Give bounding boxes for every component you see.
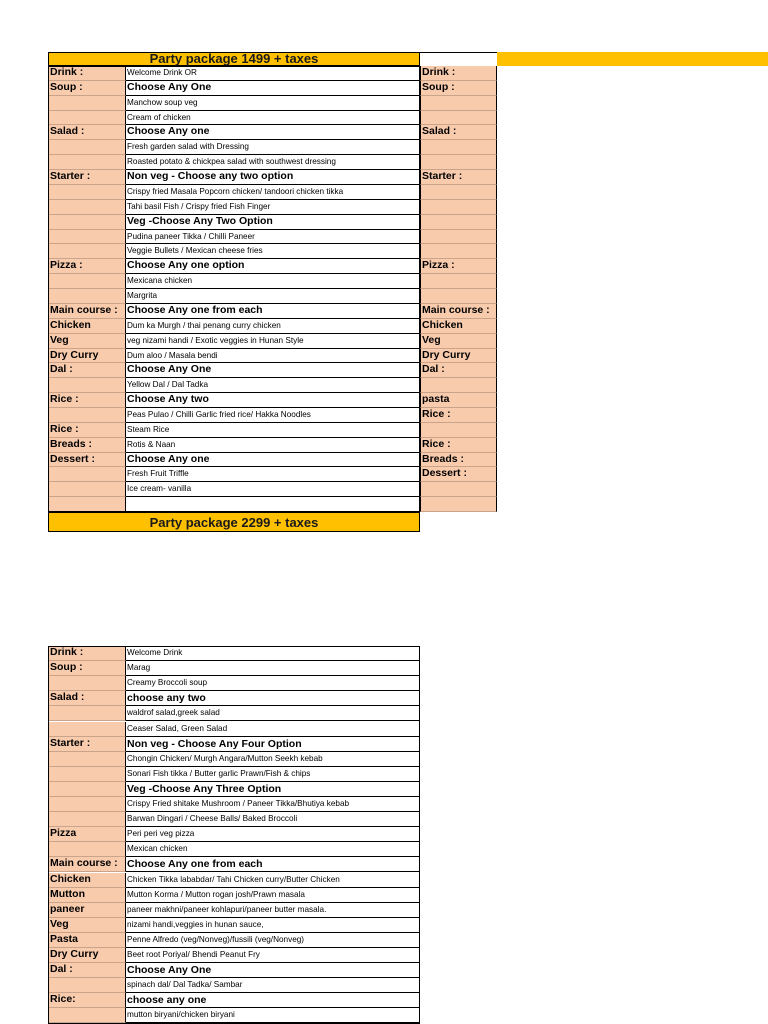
row-label (48, 797, 126, 812)
row-label (48, 482, 126, 497)
row-value: Choose Any one from each (126, 304, 420, 319)
row-label: Mutton (48, 888, 126, 903)
row-value: choose any two (126, 691, 420, 706)
row-value: Choose Any two (126, 393, 420, 408)
row-value: Peri peri veg pizza (126, 827, 420, 842)
row-label (48, 185, 126, 200)
row-value: Choose Any one (126, 453, 420, 468)
package-1499-title: Party package 1499 + taxes (48, 52, 420, 66)
right-column-label (420, 423, 497, 438)
row-value: Welcome Drink (126, 646, 420, 661)
row-value: Ice cream- vanilla (126, 482, 420, 497)
row-label: Veg (48, 918, 126, 933)
row-value: Choose Any One (126, 81, 420, 96)
row-value: nizami handi,veggies in hunan sauce, (126, 918, 420, 933)
row-value: Yellow Dal / Dal Tadka (126, 378, 420, 393)
right-column-label: Dessert : (420, 467, 497, 482)
row-value: Veggie Bullets / Mexican cheese fries (126, 244, 420, 259)
right-column-label: Soup : (420, 81, 497, 96)
right-column-label: Rice : (420, 408, 497, 423)
row-value: choose any one (126, 993, 420, 1008)
right-column-label (420, 289, 497, 304)
right-column-label (420, 96, 497, 111)
right-column-label: pasta (420, 393, 497, 408)
row-label: Breads : (48, 438, 126, 453)
right-column-label (420, 155, 497, 170)
row-value: Choose Any one (126, 125, 420, 140)
row-label (48, 1008, 126, 1023)
row-value: Sonari Fish tikka / Butter garlic Prawn/Fish & chips (126, 767, 420, 782)
row-value: veg nizami handi / Exotic veggies in Hunan Style (126, 334, 420, 349)
row-label (48, 408, 126, 423)
right-column-label: Breads : (420, 453, 497, 468)
row-label: Main course : (48, 304, 126, 319)
row-label: Drink : (48, 646, 126, 661)
row-label: Soup : (48, 661, 126, 676)
row-label: Chicken (48, 873, 126, 888)
right-column-label (420, 274, 497, 289)
right-column-label (420, 111, 497, 126)
row-value: Barwan Dingari / Cheese Balls/ Baked Broccoli (126, 812, 420, 827)
row-value: Veg -Choose Any Three Option (126, 782, 420, 797)
row-label (48, 752, 126, 767)
row-value: Veg -Choose Any Two Option (126, 215, 420, 230)
row-value: Mutton Korma / Mutton rogan josh/Prawn masala (126, 888, 420, 903)
row-value: Manchow soup veg (126, 96, 420, 111)
right-column-label: Dry Curry (420, 349, 497, 364)
row-value: Chongin Chicken/ Murgh Angara/Mutton Seekh kebab (126, 752, 420, 767)
row-label: Soup : (48, 81, 126, 96)
row-label: Starter : (48, 170, 126, 185)
row-label: paneer (48, 903, 126, 918)
row-label (48, 842, 126, 857)
row-label (48, 289, 126, 304)
row-label: Dry Curry (48, 349, 126, 364)
right-column-label (420, 378, 497, 393)
row-label (48, 111, 126, 126)
right-column-label: Veg (420, 334, 497, 349)
row-label: Pizza : (48, 259, 126, 274)
right-column-label: Drink : (420, 66, 497, 81)
row-value: Fresh Fruit Triffle (126, 467, 420, 482)
row-value: spinach dal/ Dal Tadka/ Sambar (126, 978, 420, 993)
row-label (48, 978, 126, 993)
row-label (48, 230, 126, 245)
row-value: Crispy fried Masala Popcorn chicken/ tandoori chicken tikka (126, 185, 420, 200)
row-label: Salad : (48, 691, 126, 706)
right-column-label (420, 244, 497, 259)
right-column-label: Rice : (420, 438, 497, 453)
row-label: Rice : (48, 423, 126, 438)
right-column-label (420, 200, 497, 215)
row-value: Welcome Drink OR (126, 66, 420, 81)
row-value: Dum ka Murgh / thai penang curry chicken (126, 319, 420, 334)
row-label (48, 467, 126, 482)
row-label (48, 676, 126, 691)
row-value: Choose Any One (126, 963, 420, 978)
row-label (48, 215, 126, 230)
row-label: Pizza (48, 827, 126, 842)
row-value (126, 497, 420, 512)
row-label (48, 140, 126, 155)
row-label: Veg (48, 334, 126, 349)
right-column-label: Chicken (420, 319, 497, 334)
banner-extension-right (420, 52, 497, 66)
row-label: Rice: (48, 993, 126, 1008)
row-value: Roasted potato & chickpea salad with southwest dressing (126, 155, 420, 170)
row-value: Ceaser Salad, Green Salad (126, 722, 420, 737)
row-label: Drink : (48, 66, 126, 81)
package-2299-title: Party package 2299 + taxes (48, 512, 420, 532)
row-label: Dry Curry (48, 948, 126, 963)
row-value: Peas Pulao / Chilli Garlic fried rice/ Hakka Noodles (126, 408, 420, 423)
row-label (48, 782, 126, 797)
row-label (48, 200, 126, 215)
row-value: Tahi basil Fish / Crispy fried Fish Finger (126, 200, 420, 215)
right-column-label (420, 140, 497, 155)
row-label: Dal : (48, 963, 126, 978)
row-label: Pasta (48, 933, 126, 948)
row-value: Non veg - Choose Any Four Option (126, 737, 420, 752)
row-value: Choose Any one option (126, 259, 420, 274)
row-value: waldrof salad,greek salad (126, 706, 420, 721)
row-label (48, 812, 126, 827)
right-column-label: Pizza : (420, 259, 497, 274)
row-label: Dal : (48, 363, 126, 378)
row-label (48, 155, 126, 170)
row-label (48, 767, 126, 782)
row-value: Rotis & Naan (126, 438, 420, 453)
row-value: mutton biryani/chicken biryani (126, 1008, 420, 1023)
row-label: Rice : (48, 393, 126, 408)
row-value: Beet root Poriyal/ Bhendi Peanut Fry (126, 948, 420, 963)
row-value: Choose Any One (126, 363, 420, 378)
row-label (48, 497, 126, 512)
row-label (48, 244, 126, 259)
row-label (48, 706, 126, 721)
row-value: Dum aloo / Masala bendi (126, 349, 420, 364)
right-column-label (420, 497, 497, 512)
row-label: Starter : (48, 737, 126, 752)
row-value: Fresh garden salad with Dressing (126, 140, 420, 155)
row-value: Steam Rice (126, 423, 420, 438)
row-label (48, 722, 126, 737)
row-label (48, 96, 126, 111)
row-label: Chicken (48, 319, 126, 334)
row-value: Mexicana chicken (126, 274, 420, 289)
row-label (48, 274, 126, 289)
right-column-label (420, 482, 497, 497)
right-column-label: Salad : (420, 125, 497, 140)
right-column-label: Main course : (420, 304, 497, 319)
row-value: Mexican chicken (126, 842, 420, 857)
row-value: paneer makhni/paneer kohlapuri/paneer butter masala. (126, 903, 420, 918)
row-value: Non veg - Choose any two option (126, 170, 420, 185)
row-value: Margrita (126, 289, 420, 304)
row-value: Creamy Broccoli soup (126, 676, 420, 691)
right-column-label: Starter : (420, 170, 497, 185)
row-value: Choose Any one from each (126, 857, 420, 872)
row-value: Pudina paneer Tikka / Chilli Paneer (126, 230, 420, 245)
right-column-label (420, 185, 497, 200)
right-column-label (420, 215, 497, 230)
row-label: Main course : (48, 857, 126, 872)
row-value: Chicken Tikka lababdar/ Tahi Chicken curry/Butter Chicken (126, 873, 420, 888)
row-label (48, 378, 126, 393)
row-value: Marag (126, 661, 420, 676)
row-value: Crispy Fried shitake Mushroom / Paneer Tikka/Bhutiya kebab (126, 797, 420, 812)
row-value: Cream of chicken (126, 111, 420, 126)
right-column-label (420, 230, 497, 245)
row-label: Salad : (48, 125, 126, 140)
right-column-label: Dal : (420, 363, 497, 378)
highlight-strip (497, 52, 768, 66)
row-value: Penne Alfredo (veg/Nonveg)/fussili (veg/Nonveg) (126, 933, 420, 948)
row-label: Dessert : (48, 453, 126, 468)
